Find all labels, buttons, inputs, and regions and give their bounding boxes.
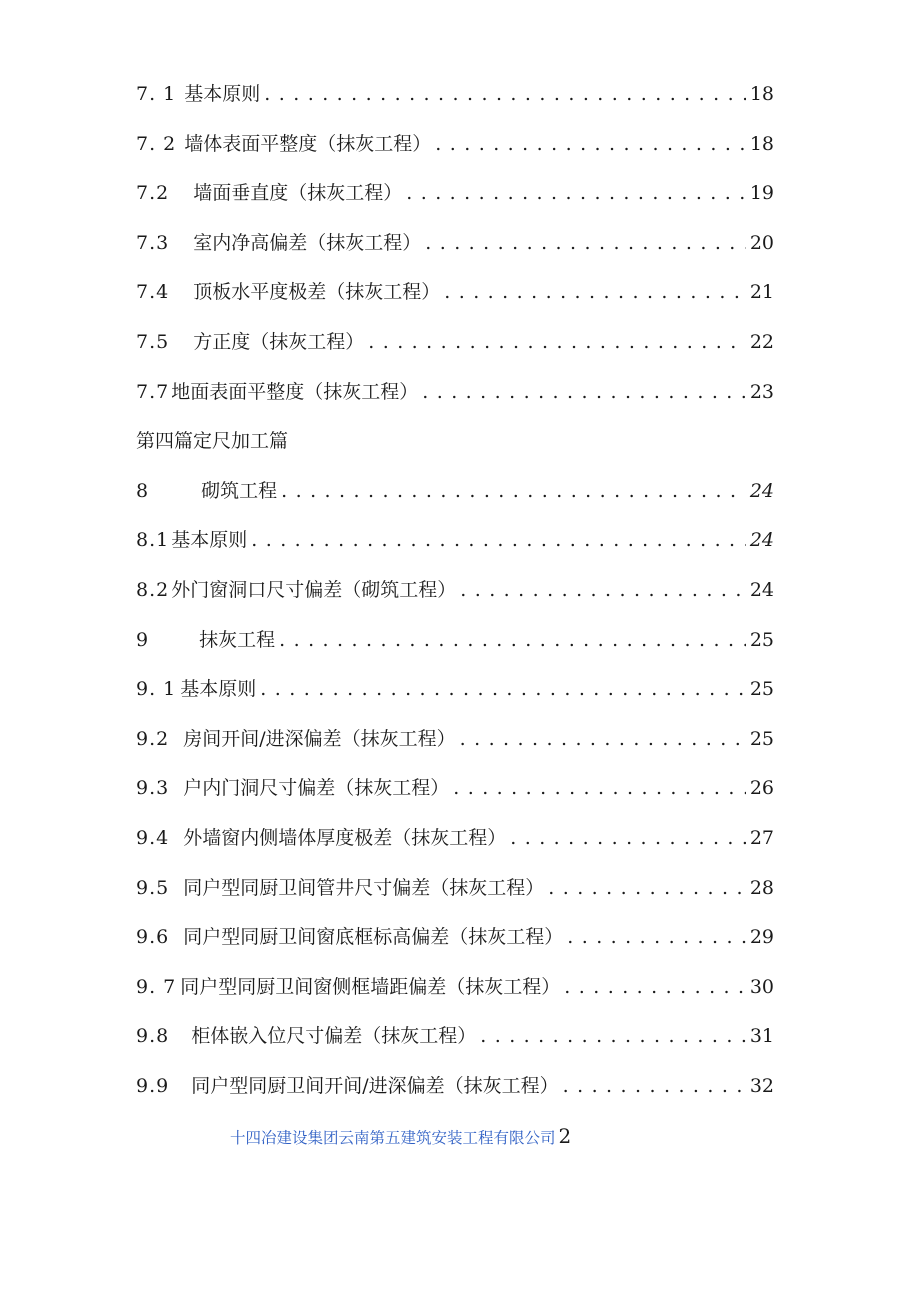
toc-entry-number: 9 — [136, 628, 150, 651]
toc-leader-dots — [563, 1068, 746, 1104]
toc-entry-title: 柜体嵌入位尺寸偏差（抹灰工程） — [191, 1025, 477, 1048]
toc-entry-9-7[interactable] — [136, 969, 774, 1019]
toc-entry-page: 24 — [749, 529, 774, 552]
toc-leader-dots — [444, 274, 746, 310]
toc-entry-title: 外墙窗内侧墙体厚度极差（抹灰工程） — [183, 826, 507, 849]
toc-entry-7-4[interactable] — [136, 274, 774, 324]
toc-entry-page: 18 — [749, 83, 774, 105]
toc-part-heading[interactable] — [136, 423, 774, 473]
toc-leader-dots — [368, 324, 746, 360]
toc-entry-9-4[interactable] — [136, 820, 774, 870]
toc-entry-8-1[interactable] — [136, 522, 774, 572]
toc-entry-page: 21 — [749, 281, 774, 304]
toc-entry-page: 25 — [749, 678, 774, 701]
toc-entry-9-1[interactable] — [136, 671, 774, 721]
toc-entry-number: 7.4 — [136, 281, 170, 304]
toc-entry-9-8[interactable] — [136, 1018, 774, 1068]
toc-entry-7-1[interactable] — [136, 76, 774, 126]
toc-entry-number: 8 — [136, 479, 150, 502]
footer-page-number: 2 — [558, 1124, 572, 1148]
toc-entry-page: 27 — [749, 826, 774, 849]
toc-leader-dots — [510, 820, 746, 856]
toc-entry-title: 墙面垂直度（抹灰工程） — [193, 182, 403, 205]
toc-entry-page: 29 — [749, 926, 774, 949]
toc-entry-title: 基本原则 — [180, 678, 257, 701]
toc-entry-9-3[interactable] — [136, 770, 774, 820]
toc-leader-dots — [548, 870, 746, 906]
toc-entry-7-7[interactable] — [136, 374, 774, 424]
toc-entry-page: 24 — [749, 479, 774, 502]
toc-leader-dots — [567, 919, 746, 955]
toc-leader-dots — [453, 770, 746, 806]
toc-entry-number: 8.2 — [136, 578, 170, 601]
toc-entry-7-5[interactable] — [136, 324, 774, 374]
toc-entry-page: 20 — [749, 231, 774, 254]
toc-entry-title: 户内门洞尺寸偏差（抹灰工程） — [183, 777, 450, 800]
toc-leader-dots — [435, 126, 746, 162]
toc-entry-7-2-verticality[interactable] — [136, 175, 774, 225]
toc-leader-dots — [251, 522, 746, 558]
toc-entry-number: 9. 7 — [136, 975, 177, 998]
toc-entry-number: 9.4 — [136, 826, 170, 849]
toc-entry-title: 同户型同厨卫间窗侧框墙距偏差（抹灰工程） — [180, 975, 561, 998]
toc-entry-page: 28 — [749, 876, 774, 899]
toc-entry-8-2[interactable] — [136, 572, 774, 622]
toc-entry-8[interactable] — [136, 473, 774, 523]
toc-entry-title: 砌筑工程 — [201, 479, 278, 502]
toc-entry-page: 30 — [749, 975, 774, 998]
toc-leader-dots — [425, 225, 746, 261]
toc-part-title: 第四篇定尺加工篇 — [136, 430, 289, 453]
toc-entry-page: 32 — [749, 1074, 774, 1097]
toc-entry-page: 25 — [749, 727, 774, 750]
toc-entry-number: 8.1 — [136, 529, 170, 552]
toc-entry-page: 25 — [749, 628, 774, 651]
toc-leader-dots — [264, 76, 746, 112]
toc-leader-dots — [480, 1018, 746, 1054]
toc-entry-page: 24 — [749, 578, 774, 601]
toc-leader-dots — [460, 721, 746, 757]
toc-entry-title: 墙体表面平整度（抹灰工程） — [184, 132, 432, 155]
toc-entry-page: 31 — [749, 1025, 774, 1048]
toc-entry-number: 9.8 — [136, 1025, 170, 1048]
toc-entry-page: 18 — [749, 132, 774, 155]
toc-entry-title: 顶板水平度极差（抹灰工程） — [193, 281, 441, 304]
toc-entry-page: 26 — [749, 777, 774, 800]
toc-entry-number: 9. 1 — [136, 678, 177, 701]
toc-entry-number: 7.7 — [136, 380, 170, 403]
toc-entry-9-6[interactable] — [136, 919, 774, 969]
toc-leader-dots — [460, 572, 746, 608]
toc-entry-7-3[interactable] — [136, 225, 774, 275]
toc-entry-page: 19 — [749, 182, 774, 205]
toc-entry-number: 7.3 — [136, 231, 170, 254]
toc-entry-page: 22 — [749, 330, 774, 353]
toc-leader-dots — [281, 473, 746, 509]
toc-leader-dots — [564, 969, 746, 1005]
toc-entry-number: 9.3 — [136, 777, 170, 800]
toc-entry-title: 基本原则 — [171, 529, 248, 552]
toc-entry-title: 基本原则 — [184, 83, 261, 105]
toc-entry-number: 7. 1 — [136, 83, 177, 105]
toc-entry-number: 9.6 — [136, 926, 170, 949]
toc-entry-number: 9.5 — [136, 876, 170, 899]
footer-company-name: 十四冶建设集团云南第五建筑安装工程有限公司 — [230, 1129, 556, 1147]
toc-entry-title: 室内净高偏差（抹灰工程） — [193, 231, 422, 254]
toc-entry-title: 同户型同厨卫间管井尺寸偏差（抹灰工程） — [183, 876, 545, 899]
toc-leader-dots — [260, 671, 746, 707]
page-footer — [230, 1124, 571, 1148]
toc-entry-7-2-flatness[interactable] — [136, 126, 774, 176]
toc-entry-number: 9.9 — [136, 1074, 170, 1097]
toc-entry-title: 方正度（抹灰工程） — [193, 330, 365, 353]
toc-leader-dots — [422, 374, 746, 410]
toc-entry-title: 同户型同厨卫间窗底框标高偏差（抹灰工程） — [183, 926, 564, 949]
toc-entry-number: 7.5 — [136, 330, 170, 353]
toc-entry-9[interactable] — [136, 622, 774, 672]
toc-leader-dots — [279, 622, 746, 658]
toc-entry-9-2[interactable] — [136, 721, 774, 771]
table-of-contents — [136, 76, 774, 1117]
toc-entry-title: 外门窗洞口尺寸偏差（砌筑工程） — [171, 578, 457, 601]
toc-entry-9-5[interactable] — [136, 870, 774, 920]
toc-entry-9-9[interactable] — [136, 1068, 774, 1118]
toc-leader-dots — [406, 175, 746, 211]
toc-entry-title: 抹灰工程 — [199, 628, 276, 651]
toc-entry-number: 7.2 — [136, 182, 170, 205]
toc-entry-title: 地面表面平整度（抹灰工程） — [171, 380, 419, 403]
toc-entry-page: 23 — [749, 380, 774, 403]
toc-entry-title: 房间开间/进深偏差（抹灰工程） — [183, 727, 456, 750]
toc-entry-title: 同户型同厨卫间开间/进深偏差（抹灰工程） — [191, 1074, 559, 1097]
toc-entry-number: 7. 2 — [136, 132, 177, 155]
toc-entry-number: 9.2 — [136, 727, 170, 750]
